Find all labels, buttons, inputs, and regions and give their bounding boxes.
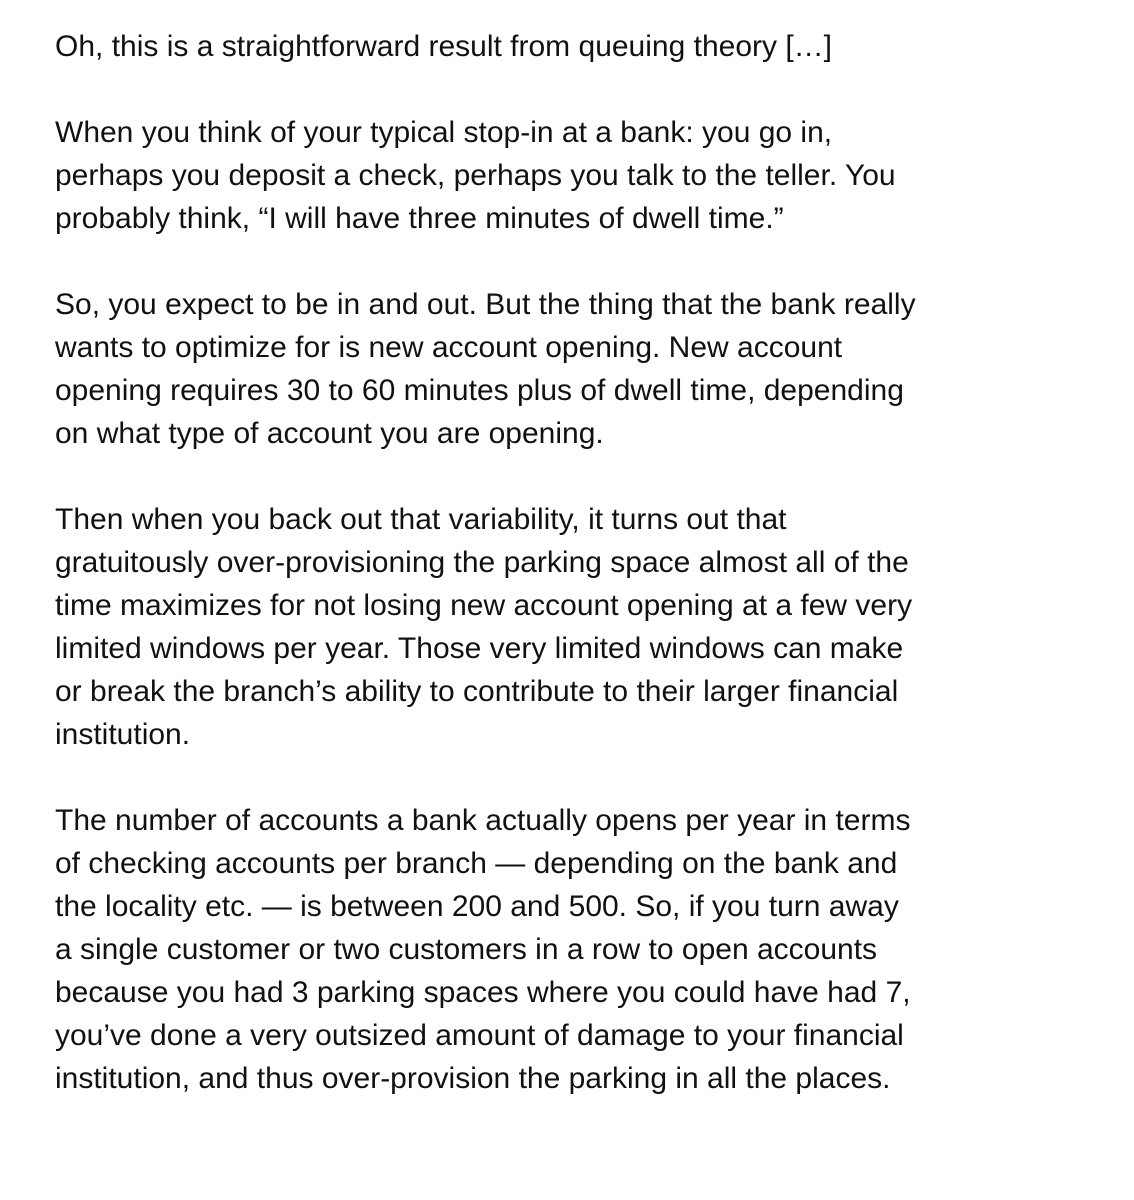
text-line: gratuitously over-provisioning the parking space almost all of the: [55, 546, 909, 579]
text-line: Oh, this is a straightforward result from queuing theory […]: [55, 30, 832, 63]
text-line: institution, and thus over-provision the parking in all the places.: [55, 1062, 891, 1095]
text-line: you’ve done a very outsized amount of damage to your financial: [55, 1019, 904, 1052]
text-line: opening requires 30 to 60 minutes plus of dwell time, depending: [55, 374, 904, 407]
document-body: [55, 25, 1125, 1100]
text-line: So, you expect to be in and out. But the thing that the bank really: [55, 288, 916, 321]
text-line: because you had 3 parking spaces where you could have had 7,: [55, 976, 911, 1009]
paragraph-typical-visit: [55, 111, 1125, 240]
text-line: When you think of your typical stop-in at a bank: you go in,: [55, 116, 833, 149]
text-line: or break the branch’s ability to contribute to their larger financial: [55, 675, 899, 708]
text-line: a single customer or two customers in a row to open accounts: [55, 933, 878, 966]
paragraph-variability: [55, 498, 1125, 756]
text-line: Then when you back out that variability, it turns out that: [55, 503, 787, 536]
text-line: institution.: [55, 718, 191, 751]
paragraph-intro: [55, 25, 1125, 68]
text-line: The number of accounts a bank actually opens per year in terms: [55, 804, 911, 837]
text-line: time maximizes for not losing new account opening at a few very: [55, 589, 913, 622]
text-line: perhaps you deposit a check, perhaps you talk to the teller. You: [55, 159, 896, 192]
text-line: on what type of account you are opening.: [55, 417, 604, 450]
text-line: of checking accounts per branch — depending on the bank and: [55, 847, 898, 880]
text-line: wants to optimize for is new account opening. New account: [55, 331, 843, 364]
text-line: the locality etc. — is between 200 and 500. So, if you turn away: [55, 890, 899, 923]
text-line: probably think, “I will have three minutes of dwell time.”: [55, 202, 784, 235]
paragraph-account-opening: [55, 283, 1125, 455]
text-line: limited windows per year. Those very limited windows can make: [55, 632, 904, 665]
paragraph-accounts-per-year: [55, 799, 1125, 1100]
